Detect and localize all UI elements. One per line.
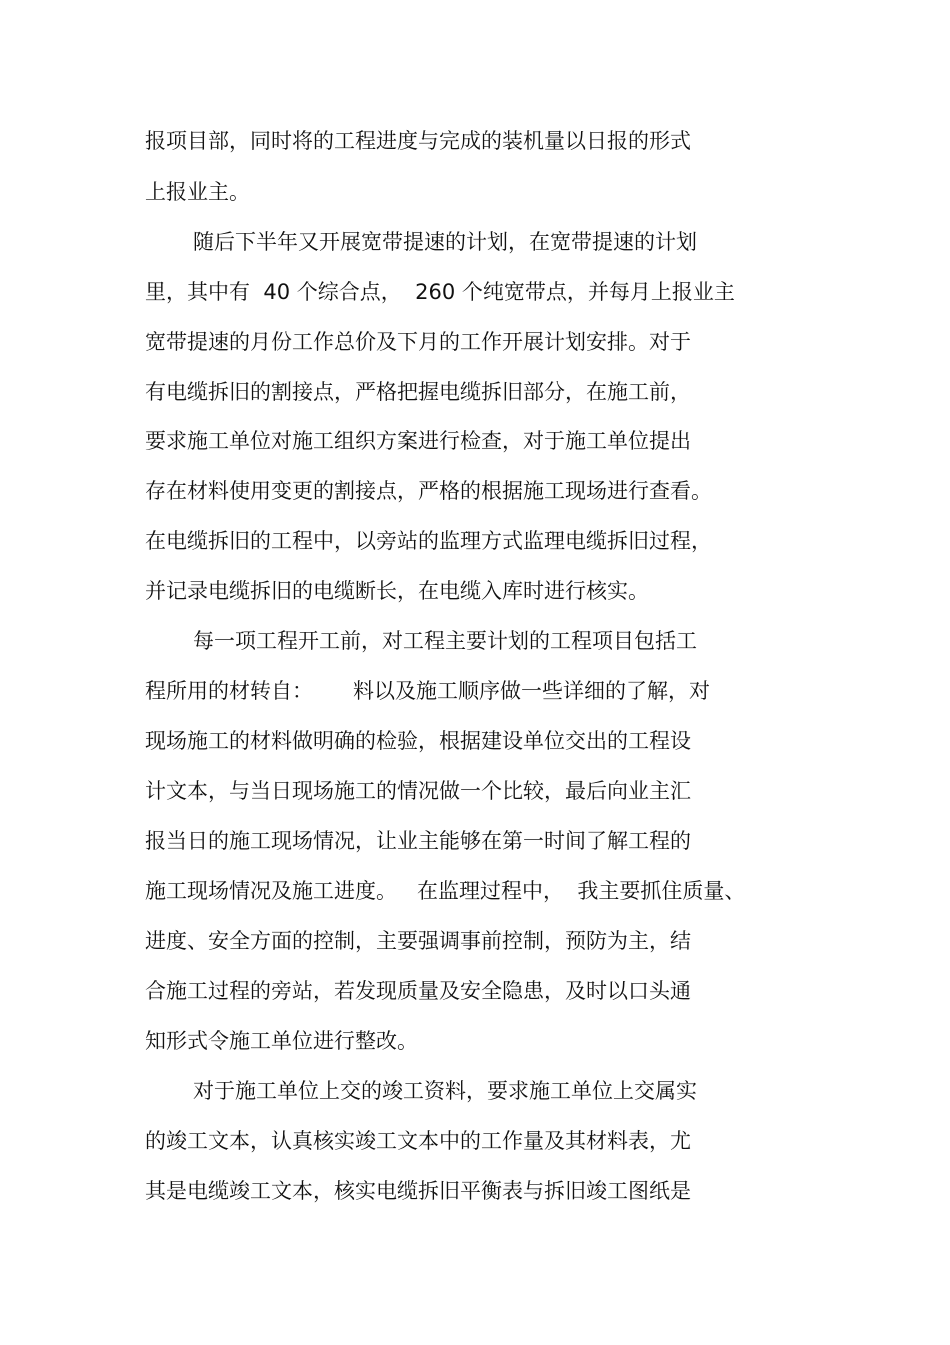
- paragraph-line: 并记录电缆拆旧的电缆断长，在电缆入库时进行核实。: [145, 579, 649, 603]
- paragraph-first-line: 每一项工程开工前，对工程主要计划的工程项目包括工: [193, 629, 697, 653]
- paragraph-line: 的竣工文本，认真核实竣工文本中的工作量及其材料表，尤: [145, 1129, 691, 1153]
- paragraph-line: 合施工过程的旁站，若发现质量及安全隐患，及时以口头通: [145, 979, 691, 1003]
- paragraph-line: 有电缆拆旧的割接点，严格把握电缆拆旧部分，在施工前，: [145, 380, 691, 404]
- paragraph-line: 施工现场情况及施工进度。 在监理过程中， 我主要抓住质量、: [145, 879, 746, 903]
- paragraph-line: 程所用的材转自： 料以及施工顺序做一些详细的了解，对: [145, 679, 711, 703]
- paragraph-line: 宽带提速的月份工作总价及下月的工作开展计划安排。对于: [145, 330, 691, 354]
- paragraph-line: 里，其中有 40 个综合点， 260 个纯宽带点，并每月上报业主: [145, 280, 735, 304]
- paragraph-line: 在电缆拆旧的工程中，以旁站的监理方式监理电缆拆旧过程，: [145, 529, 712, 553]
- paragraph-line: 知形式令施工单位进行整改。: [145, 1029, 418, 1053]
- paragraph-line: 要求施工单位对施工组织方案进行检查，对于施工单位提出: [145, 429, 691, 453]
- paragraph-first-line: 对于施工单位上交的竣工资料，要求施工单位上交属实: [193, 1079, 697, 1103]
- paragraph-line: 上报业主。: [145, 180, 250, 204]
- paragraph-line: 报当日的施工现场情况，让业主能够在第一时间了解工程的: [145, 829, 691, 853]
- paragraph-line: 存在材料使用变更的割接点，严格的根据施工现场进行查看。: [145, 479, 712, 503]
- paragraph-line: 进度、安全方面的控制，主要强调事前控制，预防为主，结: [145, 929, 691, 953]
- paragraph-first-line: 随后下半年又开展宽带提速的计划，在宽带提速的计划: [193, 230, 697, 254]
- paragraph-line: 报项目部，同时将的工程进度与完成的装机量以日报的形式: [145, 129, 691, 153]
- paragraph-line: 计文本，与当日现场施工的情况做一个比较，最后向业主汇: [145, 779, 691, 803]
- paragraph-line: 其是电缆竣工文本，核实电缆拆旧平衡表与拆旧竣工图纸是: [145, 1179, 691, 1203]
- paragraph-line: 现场施工的材料做明确的检验，根据建设单位交出的工程设: [145, 729, 691, 753]
